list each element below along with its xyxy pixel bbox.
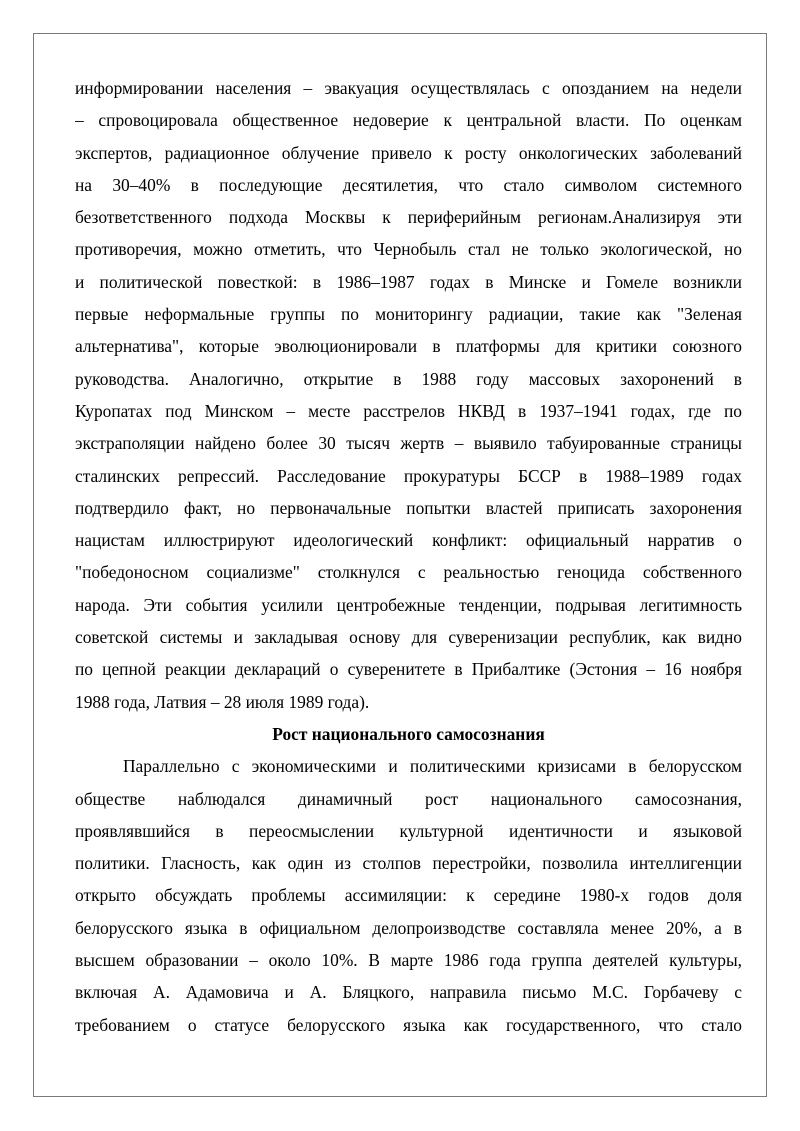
text-line: Параллельно с экономическими и политическими кризисами в белорусском [123,756,742,777]
text-line: включая А. Адамовича и А. Бляцкого, направила письмо М.С. Горбачеву с [75,982,742,1003]
text-line: нацистам иллюстрируют идеологический конфликт: официальный нарратив о [75,530,742,551]
text-line: белорусского языка в официальном делопроизводстве составляла менее 20%, а в [75,917,742,938]
text-line: экспертов, радиационное облучение привело к росту онкологических заболеваний [75,142,742,163]
paragraph [75,750,742,1041]
text-line: и политической повесткой: в 1986–1987 годах в Минске и Гомеле возникли [75,271,742,292]
text-line: обществе наблюдался динамичный рост национального самосознания, [75,788,742,809]
text-line: сталинских репрессий. Расследование прокуратуры БССР в 1988–1989 годах [75,465,742,486]
paragraph [75,72,742,718]
text-line: народа. Эти события усилили центробежные тенденции, подрывая легитимность [75,594,742,615]
text-line: руководства. Аналогично, открытие в 1988 году массовых захоронений в [75,368,742,389]
text-line: информировании населения – эвакуация осуществлялась с опозданием на недели [75,78,742,98]
text-line: открыто обсуждать проблемы ассимиляции: к середине 1980-х годов доля [75,885,742,906]
text-line: высшем образовании – около 10%. В марте 1986 года группа деятелей культуры, [75,950,742,971]
text-line: безответственного подхода Москвы к периферийным регионам.Анализируя эти [75,207,742,228]
text-line: советской системы и закладывая основу для суверенизации республик, как видно [75,627,742,648]
text-line: по цепной реакции деклараций о суверенитете в Прибалтике (Эстония – 16 ноября [75,659,742,680]
section-heading: Рост национального самосознания [272,723,545,744]
text-line: – спровоцировала общественное недоверие к центральной власти. По оценкам [75,110,742,131]
text-line: проявлявшийся в переосмыслении культурной идентичности и языковой [75,820,742,841]
text-line: 1988 года, Латвия – 28 июля 1989 года). [75,691,370,712]
text-line: на 30–40% в последующие десятилетия, что стало символом системного [75,174,742,195]
text-line: "победоносном социализме" столкнулся с реальностью геноцида собственного [75,562,742,583]
text-line: противоречия, можно отметить, что Чернобыль стал не только экологической, но [75,239,742,260]
text-line: подтвердило факт, но первоначальные попытки властей приписать захоронения [75,497,742,518]
text-line: политики. Гласность, как один из столпов перестройки, позволила интеллигенции [75,853,742,874]
text-line: Куропатах под Минском – месте расстрелов НКВД в 1937–1941 годах, где по [75,400,742,421]
text-line: первые неформальные группы по мониторингу радиации, такие как "Зеленая [75,304,742,325]
text-line: требованием о статусе белорусского языка как государственного, что стало [75,1014,742,1035]
text-line: альтернатива", которые эволюционировали в платформы для критики союзного [75,336,742,357]
text-line: экстраполяции найдено более 30 тысяч жертв – выявило табуированные страницы [75,433,742,454]
document-body [75,72,742,1041]
